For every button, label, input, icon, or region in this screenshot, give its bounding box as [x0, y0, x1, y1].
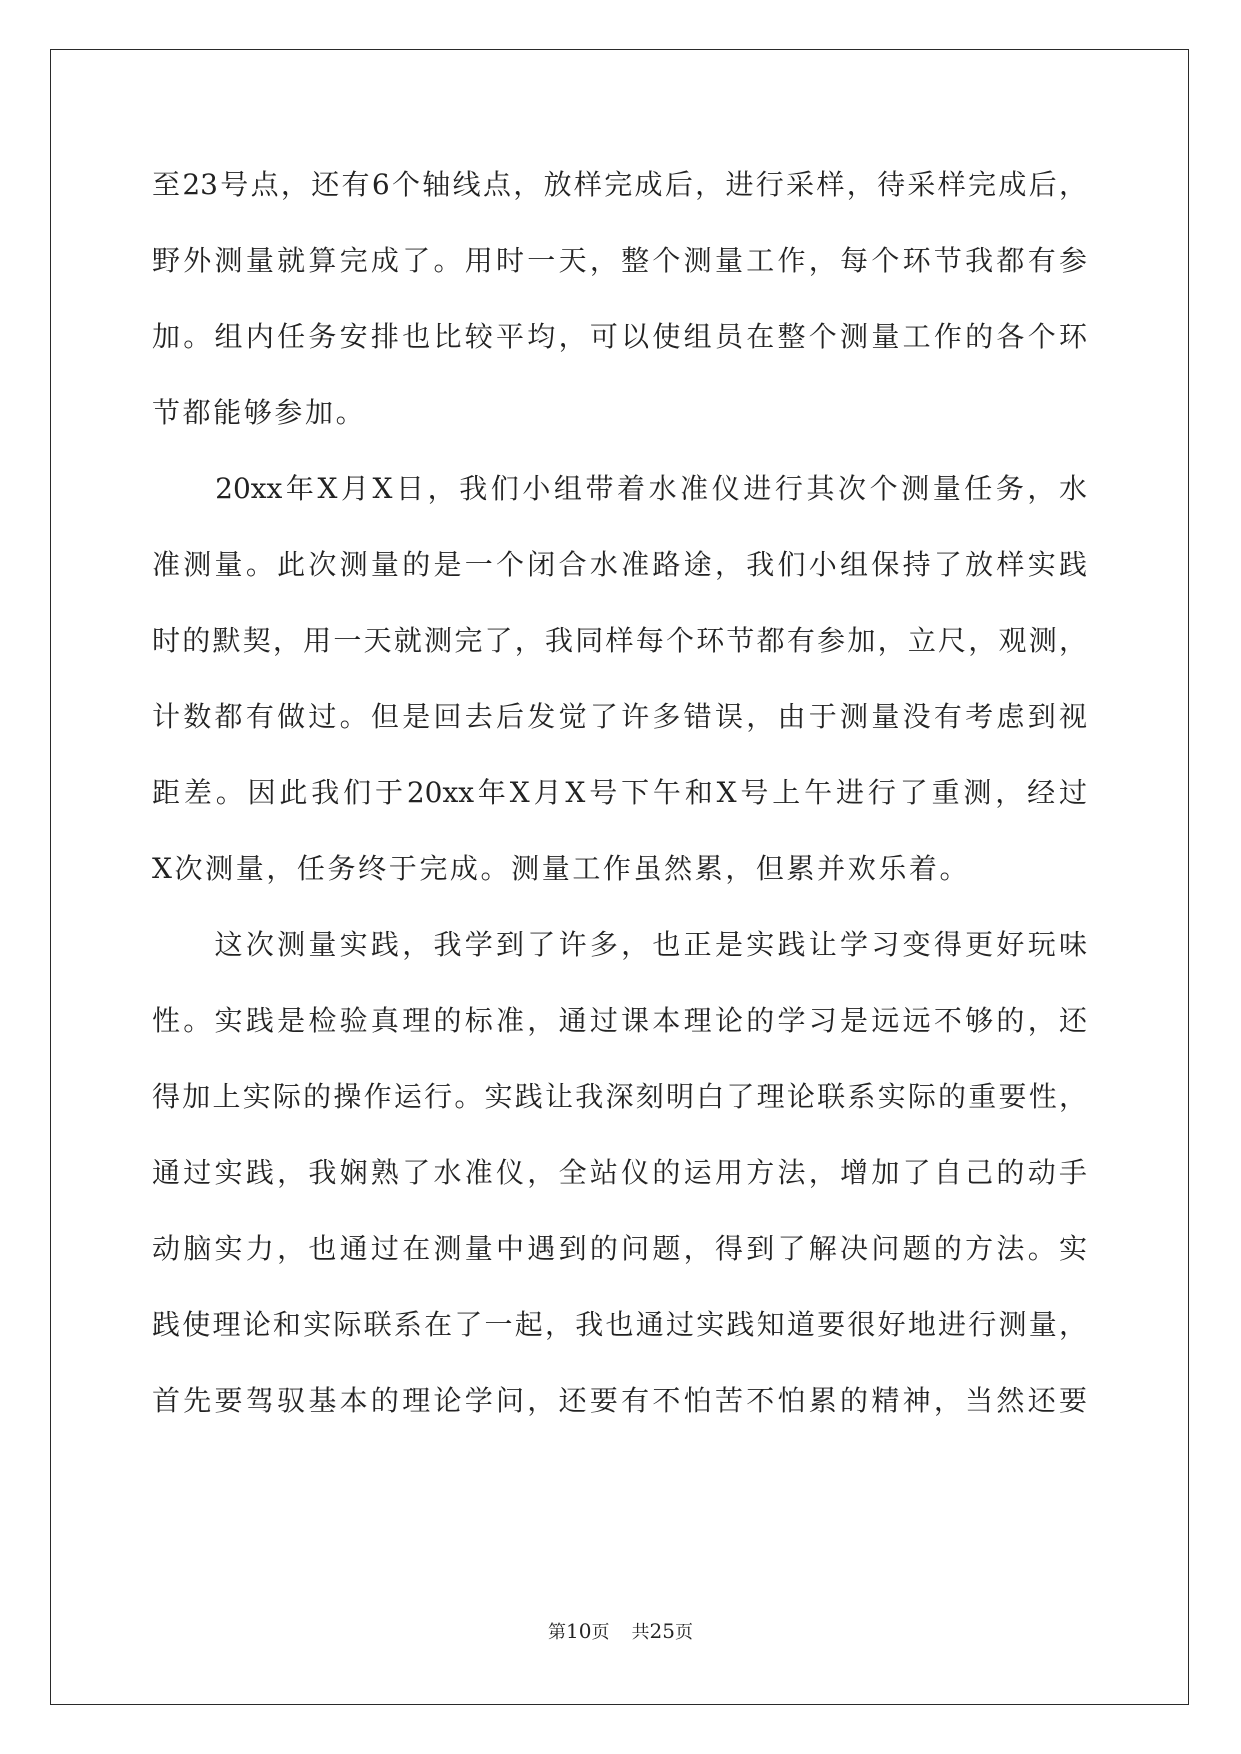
- page-number-prefix: 第: [548, 1622, 567, 1643]
- text-line: 野外测量就算完成了。用时一天，整个测量工作，每个环节我都有参: [152, 244, 1087, 277]
- text-line: 准测量。此次测量的是一个闭合水准路途，我们小组保持了放样实践: [152, 548, 1087, 581]
- text-line: 动脑实力，也通过在测量中遇到的问题，得到了解决问题的方法。实: [152, 1232, 1087, 1265]
- text-line: 节都能够参加。: [152, 396, 367, 429]
- text-line: 距差。因此我们于20xx年X月X号下午和X号上午进行了重测，经过: [152, 776, 1087, 809]
- text-line: 得加上实际的操作运行。实践让我深刻明白了理论联系实际的重要性，: [152, 1080, 1087, 1113]
- page-number-current: 10: [566, 1619, 592, 1643]
- page-total: 25: [649, 1619, 675, 1643]
- document-body: [152, 170, 1087, 1462]
- text-line: 加。组内任务安排也比较平均，可以使组员在整个测量工作的各个环: [152, 320, 1087, 353]
- text-line: 通过实践，我娴熟了水准仪，全站仪的运用方法，增加了自己的动手: [152, 1156, 1087, 1189]
- text-line: 首先要驾驭基本的理论学问，还要有不怕苦不怕累的精神，当然还要: [152, 1384, 1087, 1417]
- page-footer: [0, 1618, 1241, 1644]
- text-line: 计数都有做过。但是回去后发觉了许多错误，由于测量没有考虑到视: [152, 700, 1087, 733]
- page-total-prefix: 共: [631, 1622, 650, 1643]
- page-total-suffix: 页: [674, 1622, 693, 1643]
- text-line: 这次测量实践，我学到了许多，也正是实践让学习变得更好玩味: [152, 928, 1087, 961]
- text-line: X次测量，任务终于完成。测量工作虽然累，但累并欢乐着。: [152, 852, 971, 885]
- text-line: 至23号点，还有6个轴线点，放样完成后，进行采样，待采样完成后，: [152, 168, 1087, 201]
- text-line: 时的默契，用一天就测完了，我同样每个环节都有参加，立尺，观测，: [152, 624, 1087, 657]
- text-line: 20xx年X月X日，我们小组带着水准仪进行其次个测量任务，水: [152, 472, 1087, 505]
- page-number-suffix: 页: [591, 1622, 610, 1643]
- text-line: 性。实践是检验真理的标准，通过课本理论的学习是远远不够的，还: [152, 1004, 1087, 1037]
- text-line: 践使理论和实际联系在了一起，我也通过实践知道要很好地进行测量，: [152, 1308, 1087, 1341]
